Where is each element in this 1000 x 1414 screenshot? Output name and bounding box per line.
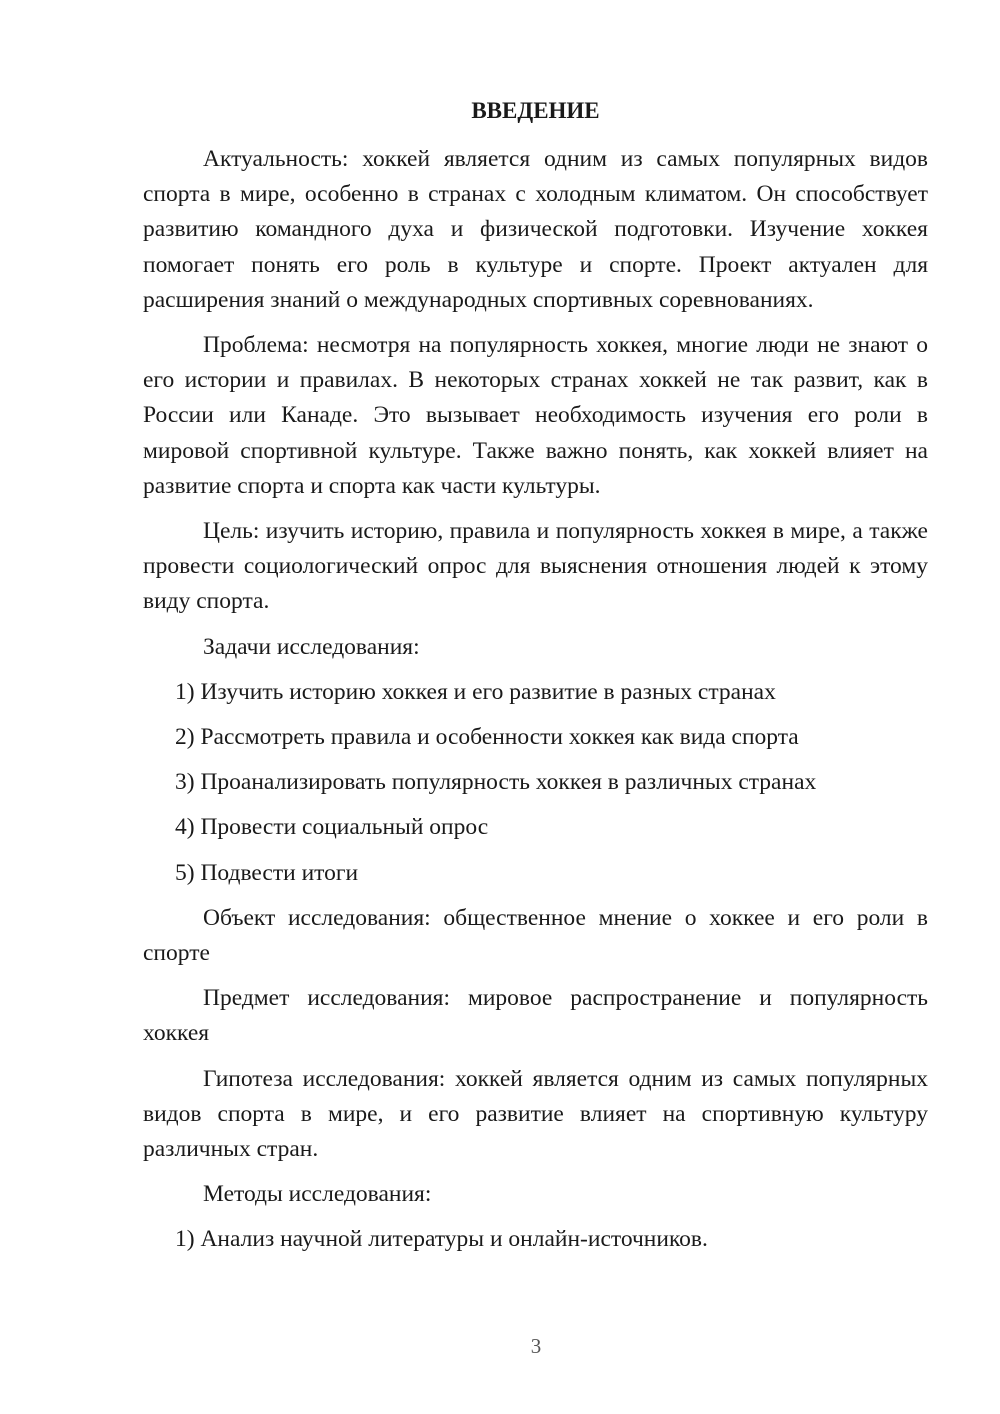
tasks-heading: Задачи исследования: [203, 633, 420, 660]
object-paragraph: Объект исследования: общественное мнение о хоккее и его роли в спорте [143, 904, 928, 967]
methods-heading: Методы исследования: [203, 1181, 432, 1208]
subject-paragraph: Предмет исследования: мировое распространение и популярность хоккея [143, 985, 928, 1047]
task-item: 4) Провести социальный опрос [175, 814, 489, 841]
page-content [143, 94, 928, 1268]
task-item: 3) Проанализировать популярность хоккея в различных странах [175, 769, 817, 796]
page-number: 3 [530, 1334, 542, 1358]
tasks-list [143, 675, 928, 891]
hypothesis-paragraph: Гипотеза исследования: хоккей является одним из самых популярных видов спорта в мире, и его развитие влияет на спортивную культуру различных стран. [143, 1065, 928, 1163]
section-title: ВВЕДЕНИЕ [471, 98, 600, 123]
task-item: 1) Изучить историю хоккея и его развитие в разных странах [175, 678, 776, 705]
goal-paragraph: Цель: изучить историю, правила и популярность хоккея в мире, а также провести социологический опрос для выяснения отношения людей к этому виду спорта. [143, 518, 928, 615]
problem-paragraph: Проблема: несмотря на популярность хоккея, многие люди не знают о его истории и правилах. В некоторых странах хоккей не так развит, как в России или Канаде. Это вызывает необходимость изучения его роли в мировой спортивной культуре. Также важно понять, как хоккей влияет на развитие спорта и спорта как части культуры. [143, 332, 928, 499]
methods-list [143, 1222, 928, 1257]
task-item: 5) Подвести итоги [175, 859, 359, 886]
relevance-paragraph: Актуальность: хоккей является одним из самых популярных видов спорта в мире, особенно в странах с холодным климатом. Он способствует развитию командного духа и физической подготовки. Изучение хоккея помогает понять его роль в культуре и спорте. Проект актуален для расширения знаний о международных спортивных соревнованиях. [143, 146, 928, 313]
method-item: 1) Анализ научной литературы и онлайн-источников. [175, 1226, 708, 1253]
task-item: 2) Рассмотреть правила и особенности хоккея как вида спорта [175, 724, 799, 751]
